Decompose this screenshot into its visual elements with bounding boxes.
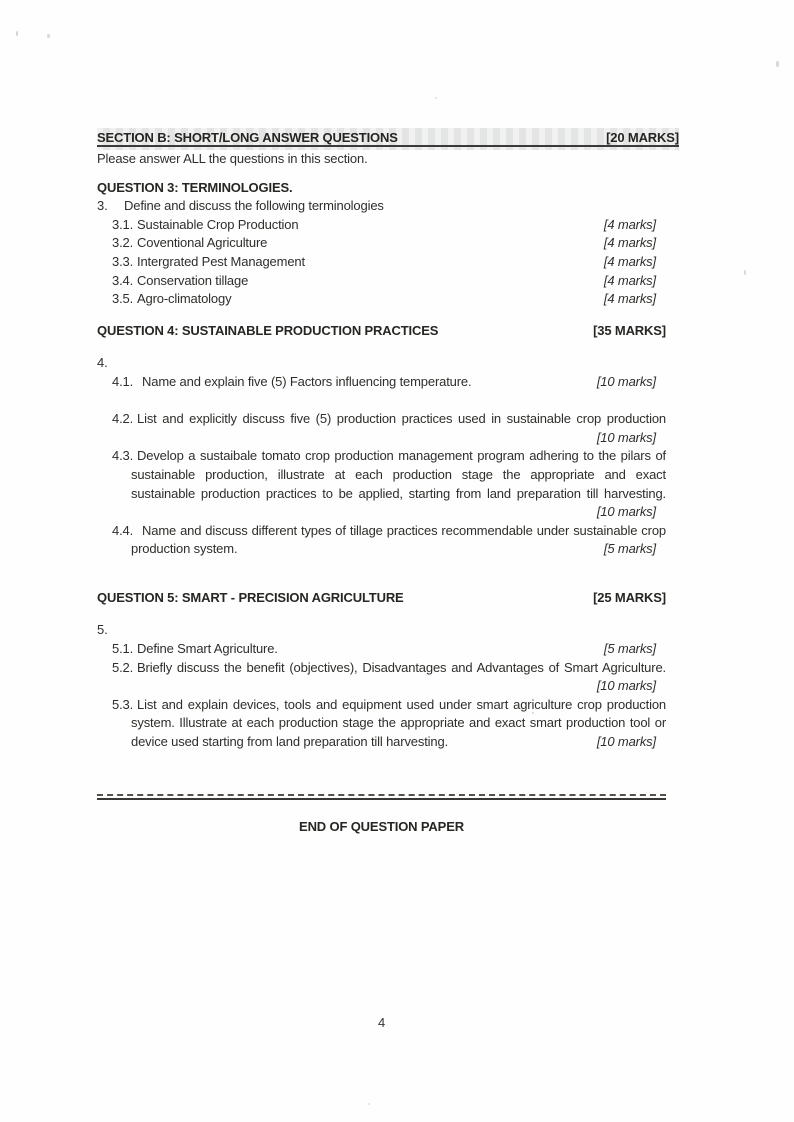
item-text: Name and discuss different types of tillage practices recommendable under sustainable crop [142,522,666,538]
q5-intro-number: 5. [97,622,108,638]
q3-intro-text: Define and discuss the following terminologies [124,198,384,214]
item-text: Agro-climatology [137,291,232,307]
item-first-line [97,522,666,541]
item-marks: [4 marks] [603,291,656,307]
item-number: 4.3. [112,448,134,464]
item-number: 4.4. [112,522,134,538]
item-marks: [10 marks] [596,373,656,389]
scan-artifact [744,270,746,275]
section-header-banner [97,128,679,150]
item-text: Conservation tillage [137,272,249,288]
item-text: Briefly discuss the benefit (objectives), Disadvantages and Advantages of Smart Agriculture. [137,659,666,675]
q3-intro-number: 3. [97,198,108,214]
section-instruction: Please answer ALL the questions in this section. [97,151,368,166]
item-number: 5.2. [112,659,134,675]
item-text: sustainable production, illustrate at each production stage the appropriate and exact [131,466,666,482]
item-marks: [5 marks] [603,641,656,657]
item-text: Define Smart Agriculture. [137,641,278,657]
q3-item-row [97,272,666,291]
item-text: Coventional Agriculture [137,235,268,251]
item-first-line [97,447,666,466]
item-number: 3.2. [112,235,134,251]
end-separator-line [97,794,666,800]
item-text: sustainable production practices to be applied, starting from land preparation till harvesting. [131,485,666,501]
item-marks: [10 marks] [596,734,656,750]
item-marks: [10 marks] [596,678,656,694]
item-marks: [4 marks] [603,272,656,288]
item-first-line [97,659,666,678]
end-of-paper-text: END OF QUESTION PAPER [299,818,464,834]
q5-item-2 [97,659,666,696]
q3-item-row [97,234,666,253]
item-first-line [97,410,666,429]
section-header-row [97,128,679,146]
item-number: 3.1. [112,216,134,232]
q4-heading [97,322,666,341]
section-title: SECTION B: SHORT/LONG ANSWER QUESTIONS [97,130,398,145]
section-marks: [20 MARKS] [606,130,679,145]
item-text: List and explicitly discuss five (5) production practices used in sustainable crop production [137,411,666,427]
item-text: List and explain devices, tools and equipment used under smart agriculture crop production [137,696,666,712]
q4-heading-title: QUESTION 4: SUSTAINABLE PRODUCTION PRACTICES [97,322,439,338]
item-number: 3.5. [112,291,134,307]
item-text: Name and explain five (5) Factors influencing temperature. [142,373,472,389]
item-text: Sustainable Crop Production [137,216,299,232]
scan-artifact [776,61,779,67]
item-text: Intergrated Pest Management [137,253,305,269]
scan-artifact [532,712,534,714]
item-marks: [4 marks] [603,253,656,269]
item-number: 5.1. [112,641,134,657]
item-number: 5.3. [112,696,134,712]
item-marks: [5 marks] [603,541,656,557]
q4-intro-number: 4. [97,355,108,371]
q3-heading [97,179,666,198]
q5-heading-title: QUESTION 5: SMART - PRECISION AGRICULTURE [97,589,404,605]
item-last-line [97,540,666,559]
scan-artifact [16,31,18,36]
item-number: 4.2. [112,411,134,427]
q5-item-3 [97,696,666,752]
q4-item-2 [97,410,666,447]
q4-heading-marks: [35 MARKS] [593,322,666,338]
item-text: system. Illustrate at each production stage the appropriate and exact smart production tool or [131,715,666,731]
item-marks: [10 marks] [596,429,656,445]
page-content [97,0,679,836]
item-number: 4.1. [112,373,134,389]
item-text: Develop a sustaibale tomato crop production management program adhering to the pilars of [137,448,666,464]
item-number: 3.4. [112,272,134,288]
page-number: 4 [377,1015,386,1030]
item-marks: [4 marks] [603,216,656,232]
scan-artifact [435,97,437,99]
item-number: 3.3. [112,253,134,269]
q3-item-row [97,253,666,272]
item-last-line [97,733,666,752]
item-marks: [10 marks] [596,504,656,520]
scan-artifact [368,1103,370,1105]
q5-heading [97,589,666,608]
q5-heading-marks: [25 MARKS] [593,589,666,605]
q5-item-1 [97,640,666,659]
item-text: production system. [131,541,238,557]
q4-item-1 [97,373,666,392]
scan-artifact [47,34,50,38]
item-first-line [97,696,666,715]
q3-heading-title: QUESTION 3: TERMINOLOGIES. [97,179,293,195]
q3-item-row [97,290,666,309]
item-marks: [4 marks] [603,235,656,251]
q3-item-row [97,216,666,235]
q4-item-4 [97,522,666,559]
item-text: device used starting from land preparation till harvesting. [131,734,449,750]
q3-intro [97,197,666,216]
q4-item-3 [97,447,666,521]
